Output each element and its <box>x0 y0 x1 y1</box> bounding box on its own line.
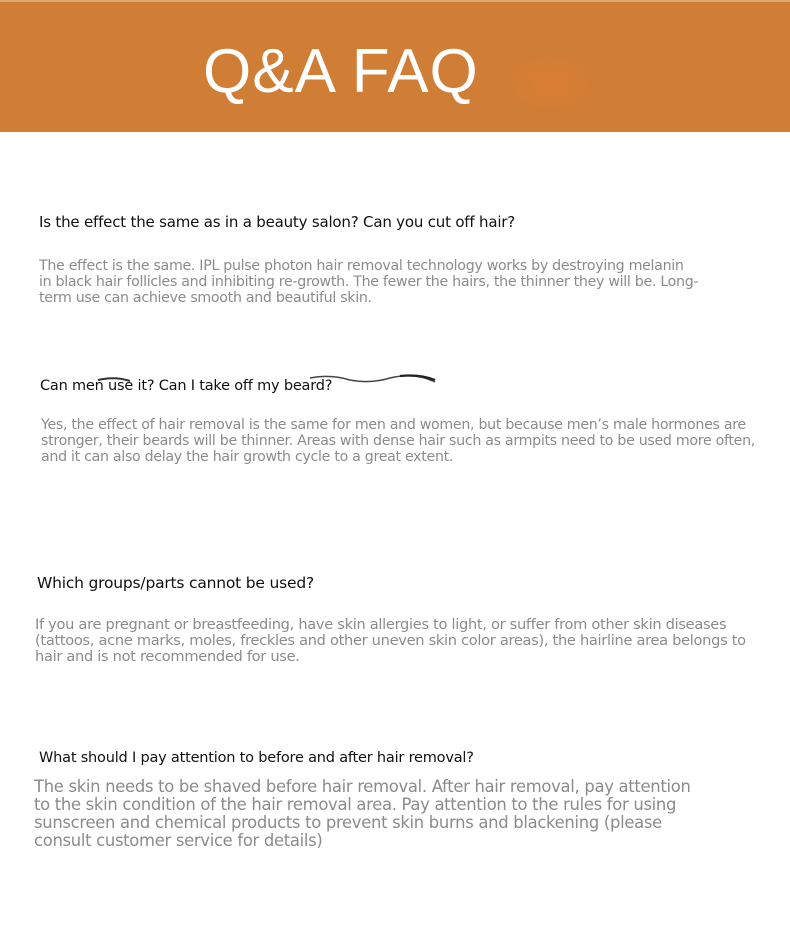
faq-item <box>39 212 699 306</box>
faq-item <box>40 376 771 465</box>
faq-item <box>37 573 765 665</box>
faq-answer: The skin needs to be shaved before hair removal. After hair removal, pay attention to the skin condition of the hair removal area. Pay attention to the rules for using sunscreen and chemical products to prevent skin burns and blackening (please consult customer service for details) <box>34 777 691 850</box>
faq-answer: If you are pregnant or breastfeeding, have skin allergies to light, or suffer from other skin diseases (tattoos, acne marks, moles, freckles and other uneven skin color areas), the hairline area belongs to hair and is not recommended for use. <box>35 616 746 665</box>
page-title: Q&A FAQ <box>203 37 479 106</box>
faq-banner <box>0 0 790 132</box>
faq-question: Which groups/parts cannot be used? <box>37 574 314 592</box>
faq-answer: The effect is the same. IPL pulse photon hair removal technology works by destroying melanin in black hair follicles and inhibiting re-growth. The fewer the hairs, the thinner they will be. Long-term use can achieve smooth and beautiful skin. <box>39 258 699 306</box>
faq-question: What should I pay attention to before and after hair removal? <box>39 750 474 766</box>
faq-answer: Yes, the effect of hair removal is the same for men and women, but because men’s male hormones are stronger, their beards will be thinner. Areas with dense hair such as armpits need to be used more often, and it can also delay the hair growth cycle to a great extent. <box>41 417 756 465</box>
banner-glow-decoration <box>500 50 600 116</box>
faq-question: Is the effect the same as in a beauty salon? Can you cut off hair? <box>39 213 516 231</box>
faq-question: Can men use it? Can I take off my beard? <box>40 378 333 394</box>
faq-item <box>34 748 694 850</box>
